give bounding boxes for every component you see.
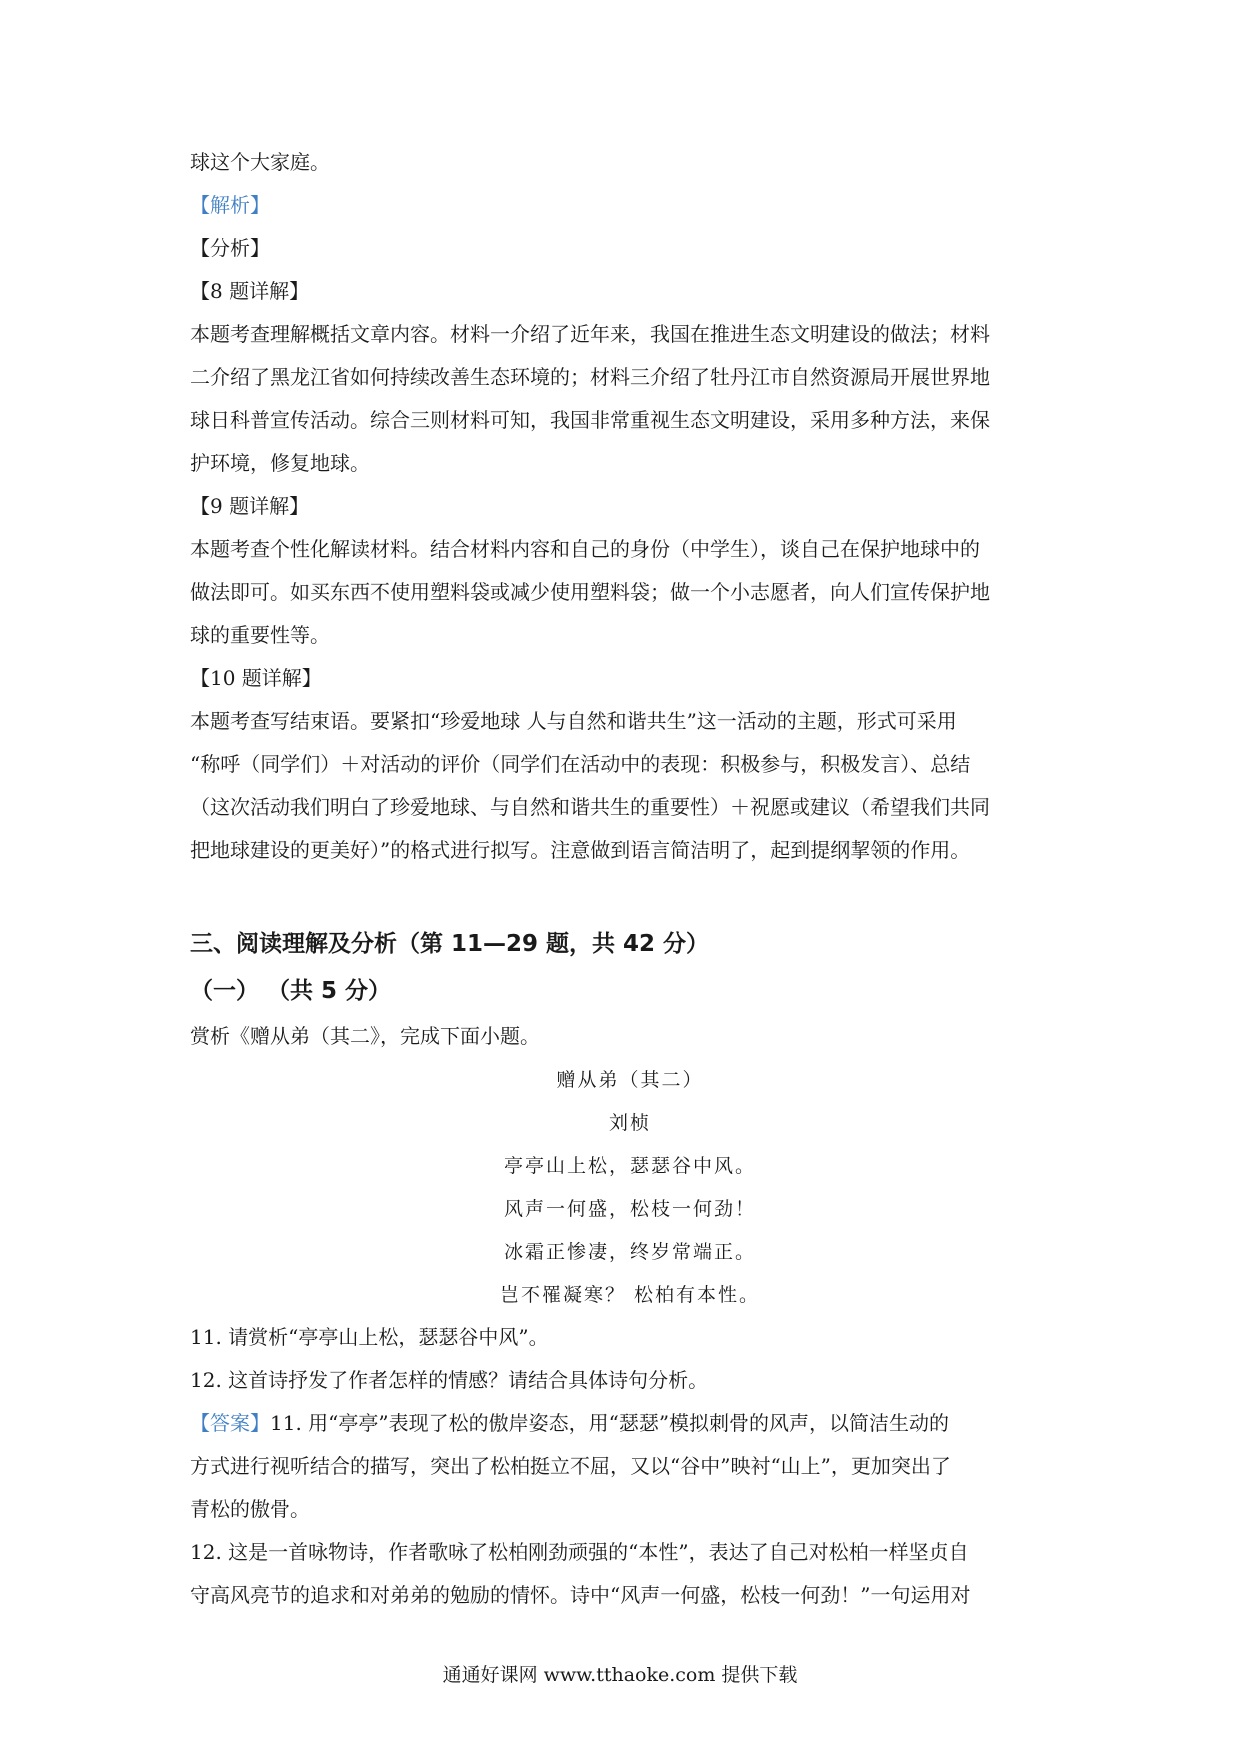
label-q9: 【9 题详解】 — [190, 494, 310, 518]
poem-author: 刘桢 — [608, 1112, 651, 1134]
answer-line: 守高风亮节的追求和对弟弟的勉励的情怀。诗中“风声一何盛，松枝一何劲！”一句运用对 — [190, 1583, 971, 1607]
label-q10: 【10 题详解】 — [190, 666, 322, 690]
question-11: 11. 请赏析“亭亭山上松，瑟瑟谷中风”。 — [190, 1325, 549, 1349]
q8-line: 球日科普宣传活动。综合三则材料可知，我国非常重视生态文明建设，采用多种方法，来保 — [190, 408, 990, 432]
continuation-text: 球这个大家庭。 — [190, 150, 330, 174]
poem-title: 赠从弟（其二） — [556, 1069, 704, 1091]
answer-line: 方式进行视听结合的描写，突出了松柏挺立不屈，又以“谷中”映衬“山上”，更加突出了 — [190, 1454, 951, 1478]
q10-line: 把地球建设的更美好）”的格式进行拟写。注意做到语言简洁明了，起到提纲挈领的作用。 — [190, 838, 971, 862]
section-title: 三、阅读理解及分析（第 11—29 题，共 42 分） — [190, 931, 710, 957]
label-q8: 【8 题详解】 — [190, 279, 310, 303]
q9-line: 球的重要性等。 — [190, 623, 330, 647]
q10-line: 本题考查写结束语。要紧扣“珍爱地球 人与自然和谐共生”这一活动的主题，形式可采用 — [190, 709, 957, 733]
q10-line: （这次活动我们明白了珍爱地球、与自然和谐共生的重要性）＋祝愿或建议（希望我们共同 — [190, 795, 990, 819]
q8-line: 本题考查理解概括文章内容。材料一介绍了近年来，我国在推进生态文明建设的做法；材料 — [190, 322, 990, 346]
answer-text: 11. 用“亭亭”表现了松的傲岸姿态，用“瑟瑟”模拟刺骨的风声，以简洁生动的 — [270, 1411, 950, 1435]
page-footer: 通通好课网 www.tthaoke.com 提供下载 — [442, 1664, 798, 1686]
answer-tag: 【答案】 — [190, 1411, 270, 1435]
answer-line: 12. 这是一首咏物诗，作者歌咏了松柏刚劲顽强的“本性”，表达了自己对松柏一样坚贞自 — [190, 1540, 969, 1564]
poem-line: 冰霜正惨凄，终岁常端正。 — [503, 1241, 756, 1263]
label-fenxi: 【分析】 — [190, 236, 270, 260]
q8-line: 二介绍了黑龙江省如何持续改善生态环境的；材料三介绍了牡丹江市自然资源局开展世界地 — [190, 365, 990, 389]
q10-line: “称呼（同学们）＋对活动的评价（同学们在活动中的表现：积极参与，积极发言）、总结 — [190, 752, 971, 776]
q8-line: 护环境，修复地球。 — [190, 451, 370, 475]
answer-first-line — [190, 1409, 949, 1437]
answer-line: 青松的傲骨。 — [190, 1497, 310, 1521]
poem-line: 岂不罹凝寒？ 松柏有本性。 — [499, 1284, 761, 1306]
q9-line: 做法即可。如买东西不使用塑料袋或减少使用塑料袋；做一个小志愿者，向人们宣传保护地 — [190, 580, 990, 604]
label-jiexi: 【解析】 — [190, 193, 270, 217]
poem-line: 亭亭山上松，瑟瑟谷中风。 — [503, 1155, 756, 1177]
poem-line: 风声一何盛，松枝一何劲！ — [503, 1198, 756, 1220]
section-subtitle: （一） （共 5 分） — [190, 978, 392, 1004]
section-intro: 赏析《赠从弟（其二》，完成下面小题。 — [190, 1024, 540, 1048]
q9-line: 本题考查个性化解读材料。结合材料内容和自己的身份（中学生），谈自己在保护地球中的 — [190, 537, 980, 561]
question-12: 12. 这首诗抒发了作者怎样的情感？请结合具体诗句分析。 — [190, 1368, 709, 1392]
